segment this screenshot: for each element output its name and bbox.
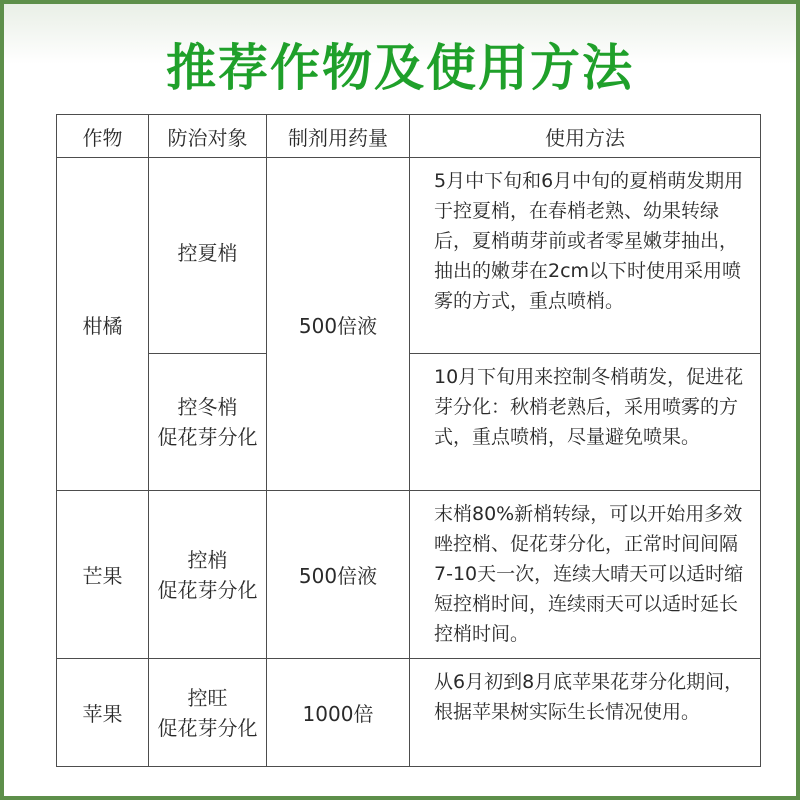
dosage-cell-citrus: 500倍液 [267, 158, 410, 491]
header-dosage: 制剂用药量 [267, 115, 410, 158]
dosage-cell-apple: 1000倍 [267, 659, 410, 767]
target-line: 促花芽分化 [157, 425, 258, 449]
page-title: 推荐作物及使用方法 [166, 39, 634, 97]
target-line: 控梢 [187, 547, 228, 572]
target-line: 促花芽分化 [157, 715, 258, 740]
table-row [57, 491, 761, 659]
header-crop: 作物 [57, 115, 149, 158]
target-line: 控冬梢 [177, 395, 238, 419]
target-cell: 控夏梢 [149, 158, 267, 354]
method-cell: 5月中下旬和6月中旬的夏梢萌发期用于控夏梢，在春梢老熟、幼果转绿后，夏梢萌芽前或者零星嫩芽抽出，抽出的嫩芽在2cm以下时使用采用喷雾的方式，重点喷梢。 [410, 158, 761, 354]
header-method: 使用方法 [410, 115, 761, 158]
crop-cell-citrus: 柑橘 [57, 158, 149, 491]
target-cell [149, 354, 267, 491]
usage-table [56, 114, 761, 767]
table-row [57, 158, 761, 354]
header-target: 防治对象 [149, 115, 267, 158]
method-cell: 10月下旬用来控制冬梢萌发，促进花芽分化：秋梢老熟后，采用喷雾的方式，重点喷梢，尽量避免喷果。 [410, 354, 761, 491]
crop-cell-mango: 芒果 [57, 491, 149, 659]
table-header-row [57, 115, 761, 158]
target-line: 控旺 [187, 685, 228, 710]
target-cell [149, 659, 267, 767]
table-row [57, 659, 761, 767]
method-cell: 从6月初到8月底苹果花芽分化期间，根据苹果树实际生长情况使用。 [410, 659, 761, 767]
target-cell [149, 491, 267, 659]
dosage-cell-mango: 500倍液 [267, 491, 410, 659]
method-cell: 末梢80%新梢转绿，可以开始用多效唑控梢、促花芽分化，正常时间间隔7-10天一次，连续大晴天可以适时缩短控梢时间，连续雨天可以适时延长控梢时间。 [410, 491, 761, 659]
crop-cell-apple: 苹果 [57, 659, 149, 767]
target-line: 促花芽分化 [157, 577, 258, 602]
